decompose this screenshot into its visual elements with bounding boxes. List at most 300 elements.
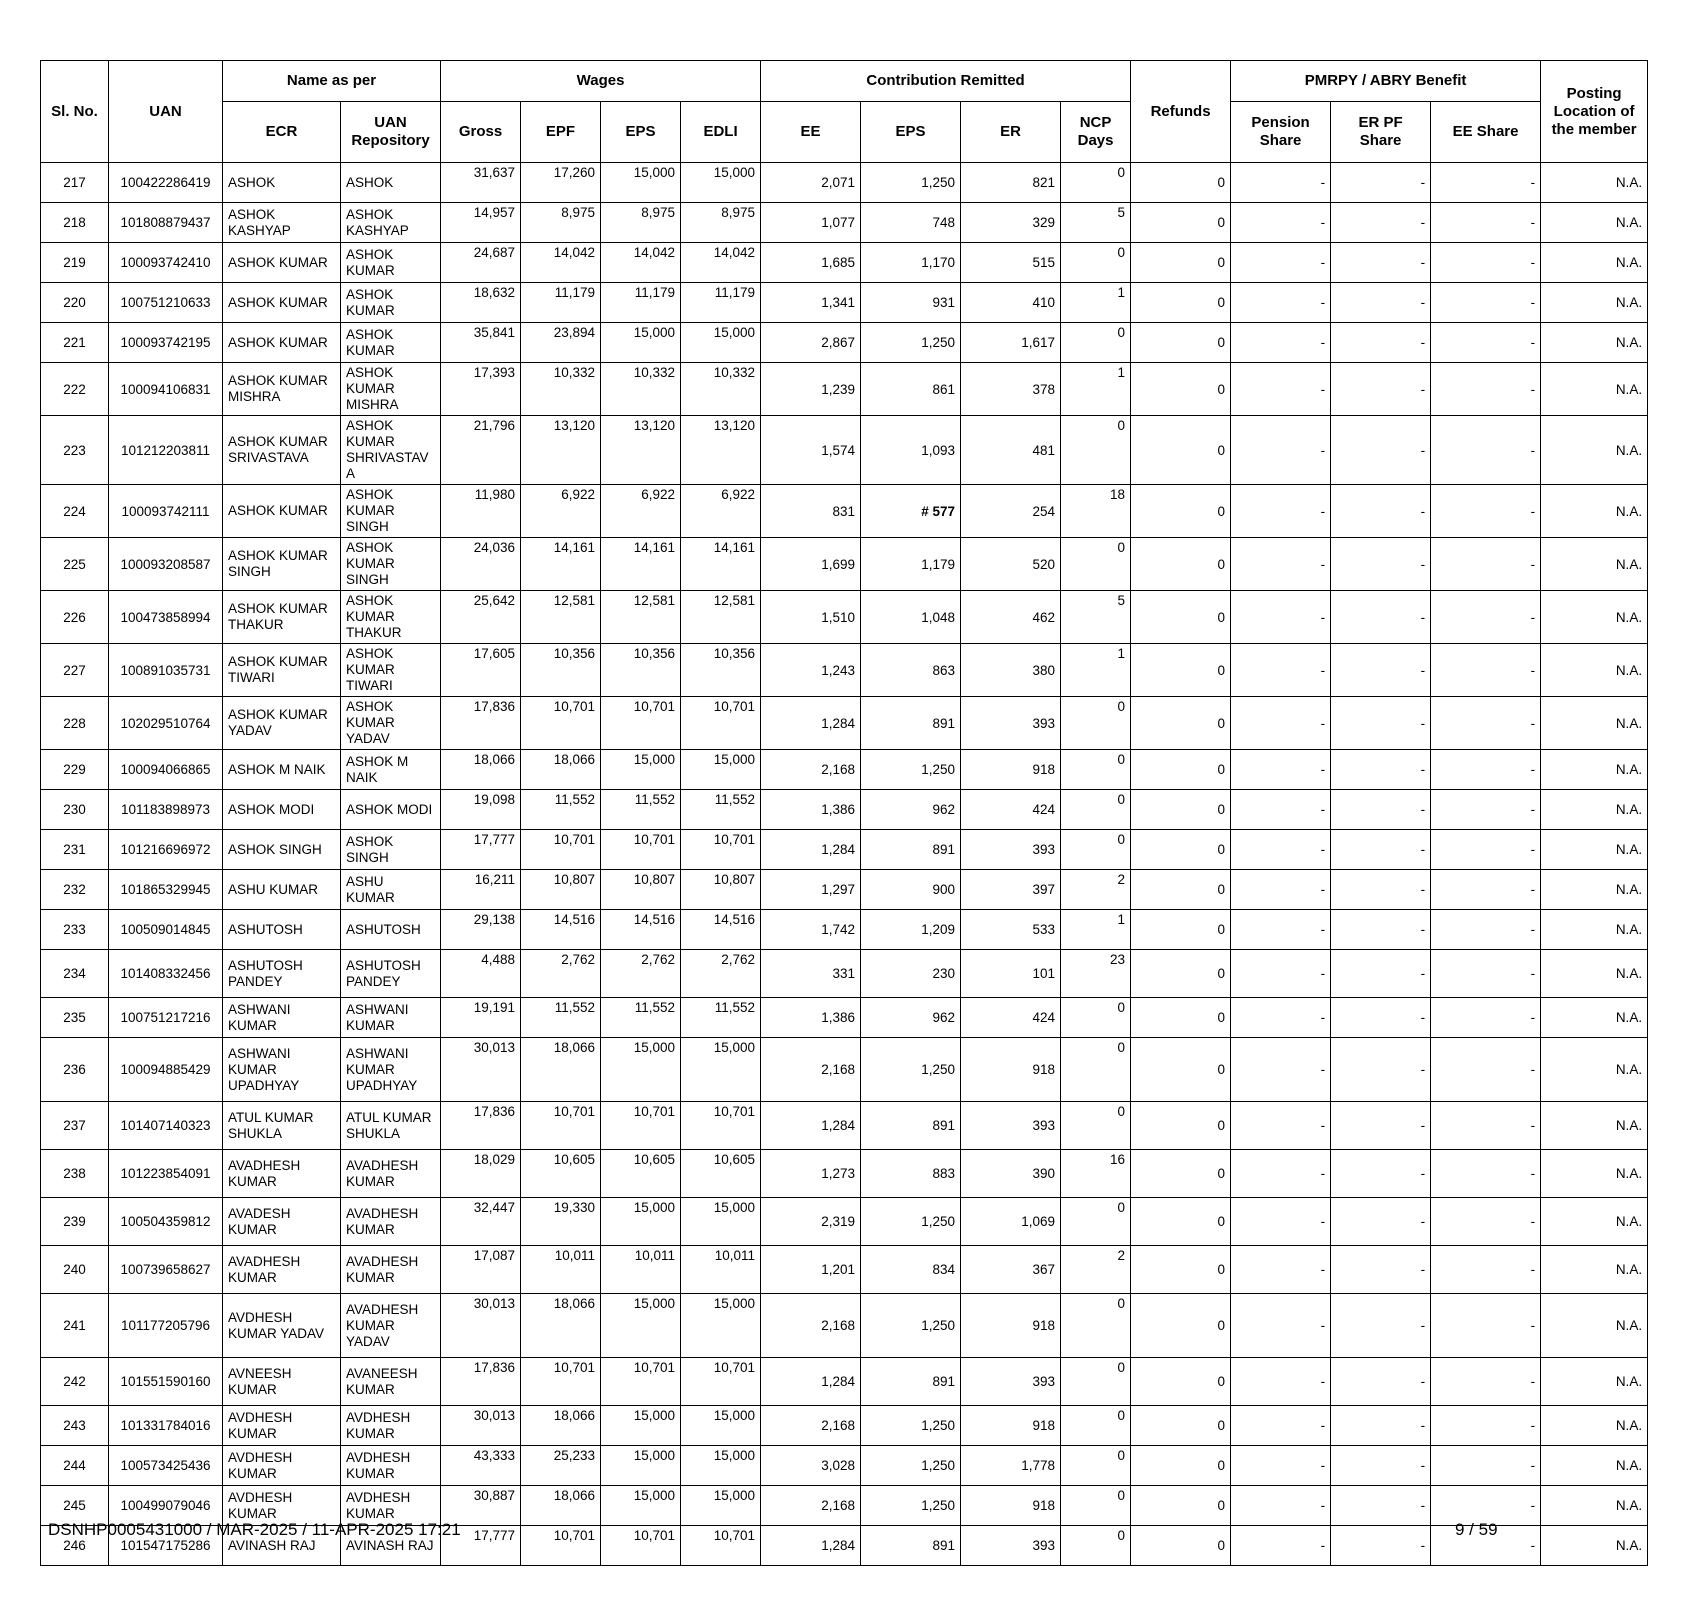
cell-pension-share: - [1231,163,1331,203]
cell-ecr-name: ASHOK KUMAR THAKUR [223,591,341,644]
table-row [41,1358,1648,1406]
cell-er: 393 [961,697,1061,750]
cell-ncp-days: 1 [1061,363,1131,416]
cell-uan: 101808879437 [109,203,223,243]
cell-ee-share: - [1431,830,1541,870]
cell-refunds: 0 [1131,538,1231,591]
cell-epf: 10,701 [521,1526,601,1566]
cell-refunds: 0 [1131,1038,1231,1102]
cell-uan-repository-name: ASHOK KUMAR TIWARI [341,644,441,697]
header-epf: EPF [521,102,601,163]
cell-er: 329 [961,203,1061,243]
cell-uan: 100751210633 [109,283,223,323]
cell-wages-eps: 10,701 [601,697,681,750]
cell-ee: 1,386 [761,998,861,1038]
cell-ecr-name: AVDHESH KUMAR [223,1446,341,1486]
cell-er: 424 [961,790,1061,830]
cell-gross: 30,013 [441,1038,521,1102]
cell-ee: 1,284 [761,830,861,870]
cell-edli: 8,975 [681,203,761,243]
cell-edli: 10,011 [681,1246,761,1294]
table-body [41,163,1648,1566]
table-row [41,485,1648,538]
cell-er-pf-share: - [1331,485,1431,538]
cell-ncp-days: 0 [1061,538,1131,591]
header-ncp-days: NCP Days [1061,102,1131,163]
cell-ncp-days: 0 [1061,163,1131,203]
cell-posting-location: N.A. [1541,1486,1648,1526]
cell-uan: 101216696972 [109,830,223,870]
cell-sl-no: 222 [41,363,109,416]
cell-epf: 6,922 [521,485,601,538]
cell-ncp-days: 2 [1061,870,1131,910]
cell-ee-share: - [1431,1246,1541,1294]
cell-refunds: 0 [1131,998,1231,1038]
cell-contribution-eps: # 577 [861,485,961,538]
table-row [41,163,1648,203]
cell-edli: 10,605 [681,1150,761,1198]
cell-refunds: 0 [1131,363,1231,416]
cell-er: 520 [961,538,1061,591]
cell-uan-repository-name: ASHUTOSH PANDEY [341,950,441,998]
cell-ee: 2,168 [761,1294,861,1358]
cell-ee-share: - [1431,1446,1541,1486]
cell-ee-share: - [1431,416,1541,485]
cell-ncp-days: 5 [1061,591,1131,644]
cell-epf: 17,260 [521,163,601,203]
header-er-pf-share: ER PF Share [1331,102,1431,163]
cell-edli: 15,000 [681,1294,761,1358]
header-ee-share: EE Share [1431,102,1541,163]
cell-er: 481 [961,416,1061,485]
cell-ecr-name: ASHOK MODI [223,790,341,830]
cell-pension-share: - [1231,1150,1331,1198]
cell-uan-repository-name: ASHOK KUMAR SINGH [341,485,441,538]
cell-ee-share: - [1431,1198,1541,1246]
cell-uan: 100739658627 [109,1246,223,1294]
cell-er-pf-share: - [1331,416,1431,485]
cell-sl-no: 221 [41,323,109,363]
header-refunds: Refunds [1131,61,1231,163]
cell-ee: 331 [761,950,861,998]
cell-contribution-eps: 1,250 [861,1486,961,1526]
cell-posting-location: N.A. [1541,363,1648,416]
table-row [41,910,1648,950]
cell-wages-eps: 15,000 [601,1406,681,1446]
cell-er: 1,778 [961,1446,1061,1486]
cell-epf: 14,516 [521,910,601,950]
table-row [41,1102,1648,1150]
cell-sl-no: 224 [41,485,109,538]
cell-er-pf-share: - [1331,1358,1431,1406]
cell-ee-share: - [1431,1406,1541,1446]
cell-epf: 18,066 [521,1038,601,1102]
cell-uan-repository-name: AVADHESH KUMAR [341,1246,441,1294]
cell-gross: 17,777 [441,1526,521,1566]
cell-ncp-days: 23 [1061,950,1131,998]
cell-ecr-name: ASHWANI KUMAR [223,998,341,1038]
cell-uan: 101408332456 [109,950,223,998]
table-row [41,1446,1648,1486]
cell-er: 533 [961,910,1061,950]
cell-ecr-name: AVADESH KUMAR [223,1198,341,1246]
cell-ee: 1,742 [761,910,861,950]
cell-ee-share: - [1431,790,1541,830]
cell-pension-share: - [1231,203,1331,243]
cell-refunds: 0 [1131,950,1231,998]
cell-sl-no: 244 [41,1446,109,1486]
cell-contribution-eps: 1,250 [861,1198,961,1246]
cell-gross: 21,796 [441,416,521,485]
cell-contribution-eps: 1,250 [861,323,961,363]
cell-ee: 1,284 [761,697,861,750]
cell-uan: 100093742195 [109,323,223,363]
cell-refunds: 0 [1131,697,1231,750]
cell-uan: 101177205796 [109,1294,223,1358]
cell-wages-eps: 14,042 [601,243,681,283]
table-row [41,1294,1648,1358]
cell-uan: 100891035731 [109,644,223,697]
cell-ee: 1,239 [761,363,861,416]
header-edli: EDLI [681,102,761,163]
cell-ncp-days: 1 [1061,283,1131,323]
cell-uan-repository-name: AVADHESH KUMAR [341,1198,441,1246]
cell-gross: 17,087 [441,1246,521,1294]
cell-sl-no: 217 [41,163,109,203]
table-row [41,283,1648,323]
cell-ee: 1,341 [761,283,861,323]
cell-posting-location: N.A. [1541,830,1648,870]
cell-uan-repository-name: ATUL KUMAR SHUKLA [341,1102,441,1150]
cell-epf: 11,552 [521,998,601,1038]
cell-contribution-eps: 1,250 [861,1406,961,1446]
cell-refunds: 0 [1131,830,1231,870]
cell-wages-eps: 14,161 [601,538,681,591]
cell-gross: 43,333 [441,1446,521,1486]
table-row [41,998,1648,1038]
cell-posting-location: N.A. [1541,950,1648,998]
cell-pension-share: - [1231,1198,1331,1246]
cell-wages-eps: 10,605 [601,1150,681,1198]
cell-sl-no: 219 [41,243,109,283]
cell-uan-repository-name: ASHOK KUMAR [341,243,441,283]
table-row [41,1406,1648,1446]
cell-ncp-days: 16 [1061,1150,1131,1198]
cell-uan-repository-name: ASHOK KUMAR MISHRA [341,363,441,416]
cell-er-pf-share: - [1331,1406,1431,1446]
cell-uan: 100573425436 [109,1446,223,1486]
cell-uan-repository-name: AVDHESH KUMAR [341,1406,441,1446]
cell-sl-no: 218 [41,203,109,243]
cell-gross: 30,887 [441,1486,521,1526]
cell-epf: 25,233 [521,1446,601,1486]
cell-refunds: 0 [1131,1198,1231,1246]
cell-gross: 17,605 [441,644,521,697]
cell-pension-share: - [1231,1038,1331,1102]
cell-sl-no: 236 [41,1038,109,1102]
cell-ecr-name: AVNEESH KUMAR [223,1358,341,1406]
cell-ee: 1,284 [761,1358,861,1406]
cell-sl-no: 228 [41,697,109,750]
cell-er: 393 [961,1358,1061,1406]
cell-ecr-name: ASHOK KUMAR SRIVASTAVA [223,416,341,485]
table-row [41,1198,1648,1246]
cell-wages-eps: 11,552 [601,790,681,830]
cell-ncp-days: 0 [1061,416,1131,485]
cell-ee-share: - [1431,591,1541,644]
cell-posting-location: N.A. [1541,1246,1648,1294]
cell-edli: 10,701 [681,1358,761,1406]
cell-sl-no: 232 [41,870,109,910]
cell-uan-repository-name: ASHWANI KUMAR [341,998,441,1038]
cell-contribution-eps: 230 [861,950,961,998]
cell-epf: 18,066 [521,1294,601,1358]
cell-gross: 17,777 [441,830,521,870]
cell-refunds: 0 [1131,910,1231,950]
cell-refunds: 0 [1131,283,1231,323]
cell-pension-share: - [1231,910,1331,950]
cell-posting-location: N.A. [1541,1406,1648,1446]
cell-ecr-name: AVADHESH KUMAR [223,1246,341,1294]
cell-gross: 19,191 [441,998,521,1038]
cell-contribution-eps: 962 [861,998,961,1038]
cell-sl-no: 225 [41,538,109,591]
cell-epf: 11,179 [521,283,601,323]
cell-ncp-days: 2 [1061,1246,1131,1294]
cell-pension-share: - [1231,750,1331,790]
cell-gross: 24,687 [441,243,521,283]
cell-ecr-name: AVINASH RAJ [223,1526,341,1566]
cell-uan-repository-name: ASHOK KUMAR [341,283,441,323]
cell-uan: 100093742111 [109,485,223,538]
cell-gross: 30,013 [441,1294,521,1358]
cell-edli: 10,701 [681,1526,761,1566]
cell-epf: 19,330 [521,1198,601,1246]
cell-refunds: 0 [1131,1246,1231,1294]
cell-contribution-eps: 891 [861,1102,961,1150]
cell-refunds: 0 [1131,1358,1231,1406]
cell-wages-eps: 15,000 [601,1038,681,1102]
cell-edli: 15,000 [681,163,761,203]
cell-wages-eps: 14,516 [601,910,681,950]
cell-ee-share: - [1431,1150,1541,1198]
cell-ee: 831 [761,485,861,538]
cell-ee-share: - [1431,1294,1541,1358]
cell-pension-share: - [1231,1246,1331,1294]
cell-er-pf-share: - [1331,950,1431,998]
cell-edli: 14,161 [681,538,761,591]
cell-uan-repository-name: AVADHESH KUMAR [341,1150,441,1198]
cell-ee-share: - [1431,485,1541,538]
cell-sl-no: 220 [41,283,109,323]
table-row [41,591,1648,644]
cell-wages-eps: 15,000 [601,1446,681,1486]
cell-edli: 10,701 [681,697,761,750]
cell-pension-share: - [1231,591,1331,644]
cell-posting-location: N.A. [1541,1446,1648,1486]
cell-er-pf-share: - [1331,363,1431,416]
cell-ee-share: - [1431,998,1541,1038]
cell-pension-share: - [1231,830,1331,870]
cell-pension-share: - [1231,538,1331,591]
cell-ee: 1,510 [761,591,861,644]
cell-gross: 11,980 [441,485,521,538]
cell-uan: 100093742410 [109,243,223,283]
cell-sl-no: 239 [41,1198,109,1246]
cell-edli: 15,000 [681,1486,761,1526]
cell-ncp-days: 0 [1061,1406,1131,1446]
cell-ncp-days: 0 [1061,1486,1131,1526]
cell-posting-location: N.A. [1541,283,1648,323]
cell-ee: 1,297 [761,870,861,910]
cell-er-pf-share: - [1331,910,1431,950]
cell-sl-no: 235 [41,998,109,1038]
cell-er: 367 [961,1246,1061,1294]
cell-uan: 100509014845 [109,910,223,950]
cell-er-pf-share: - [1331,163,1431,203]
cell-contribution-eps: 1,250 [861,163,961,203]
cell-refunds: 0 [1131,203,1231,243]
cell-contribution-eps: 1,093 [861,416,961,485]
table-row [41,1150,1648,1198]
cell-contribution-eps: 1,250 [861,1294,961,1358]
cell-epf: 10,011 [521,1246,601,1294]
header-name-as-per: Name as per [223,61,441,102]
cell-er-pf-share: - [1331,830,1431,870]
cell-edli: 10,701 [681,1102,761,1150]
cell-uan-repository-name: ASHWANI KUMAR UPADHYAY [341,1038,441,1102]
cell-posting-location: N.A. [1541,203,1648,243]
cell-ee: 1,685 [761,243,861,283]
cell-refunds: 0 [1131,485,1231,538]
cell-uan-repository-name: ASHOK MODI [341,790,441,830]
cell-refunds: 0 [1131,243,1231,283]
cell-er: 410 [961,283,1061,323]
cell-refunds: 0 [1131,1406,1231,1446]
cell-gross: 31,637 [441,163,521,203]
cell-er-pf-share: - [1331,644,1431,697]
cell-ee: 2,168 [761,1038,861,1102]
cell-uan: 100751217216 [109,998,223,1038]
cell-wages-eps: 10,701 [601,830,681,870]
cell-pension-share: - [1231,950,1331,998]
table-row [41,950,1648,998]
cell-refunds: 0 [1131,323,1231,363]
cell-edli: 15,000 [681,750,761,790]
header-gross: Gross [441,102,521,163]
cell-edli: 11,179 [681,283,761,323]
cell-posting-location: N.A. [1541,644,1648,697]
cell-uan: 101865329945 [109,870,223,910]
cell-ee-share: - [1431,538,1541,591]
cell-refunds: 0 [1131,1446,1231,1486]
cell-refunds: 0 [1131,870,1231,910]
cell-ncp-days: 0 [1061,790,1131,830]
cell-epf: 10,701 [521,697,601,750]
cell-ecr-name: AVDHESH KUMAR [223,1406,341,1446]
cell-er-pf-share: - [1331,1526,1431,1566]
header-pmrpy-abry: PMRPY / ABRY Benefit [1231,61,1541,102]
table-row [41,243,1648,283]
cell-ecr-name: ASHOK SINGH [223,830,341,870]
cell-refunds: 0 [1131,790,1231,830]
cell-sl-no: 237 [41,1102,109,1150]
cell-contribution-eps: 900 [861,870,961,910]
cell-sl-no: 229 [41,750,109,790]
cell-refunds: 0 [1131,416,1231,485]
cell-refunds: 0 [1131,163,1231,203]
cell-posting-location: N.A. [1541,1102,1648,1150]
cell-uan: 100094106831 [109,363,223,416]
cell-contribution-eps: 891 [861,697,961,750]
cell-refunds: 0 [1131,1294,1231,1358]
cell-gross: 19,098 [441,790,521,830]
cell-uan: 100422286419 [109,163,223,203]
cell-posting-location: N.A. [1541,323,1648,363]
cell-ncp-days: 0 [1061,1102,1131,1150]
cell-er: 393 [961,830,1061,870]
cell-contribution-eps: 861 [861,363,961,416]
cell-edli: 12,581 [681,591,761,644]
cell-edli: 14,042 [681,243,761,283]
cell-ncp-days: 1 [1061,910,1131,950]
cell-pension-share: - [1231,363,1331,416]
cell-uan: 101331784016 [109,1406,223,1446]
cell-refunds: 0 [1131,1150,1231,1198]
cell-refunds: 0 [1131,591,1231,644]
cell-uan-repository-name: ASHOK KUMAR THAKUR [341,591,441,644]
cell-er-pf-share: - [1331,283,1431,323]
cell-epf: 23,894 [521,323,601,363]
header-uan-repository: UAN Repository [341,102,441,163]
cell-uan-repository-name: ASHUTOSH [341,910,441,950]
cell-edli: 10,701 [681,830,761,870]
cell-pension-share: - [1231,1358,1331,1406]
cell-gross: 17,836 [441,1358,521,1406]
cell-ee-share: - [1431,750,1541,790]
cell-uan-repository-name: ASHOK KUMAR SHRIVASTAV A [341,416,441,485]
cell-gross: 25,642 [441,591,521,644]
cell-edli: 11,552 [681,998,761,1038]
cell-uan-repository-name: AVDHESH KUMAR [341,1486,441,1526]
cell-ecr-name: AVDHESH KUMAR [223,1486,341,1526]
cell-contribution-eps: 1,170 [861,243,961,283]
table-row [41,697,1648,750]
table-row [41,416,1648,485]
cell-wages-eps: 15,000 [601,750,681,790]
cell-ee-share: - [1431,243,1541,283]
cell-sl-no: 241 [41,1294,109,1358]
cell-ecr-name: ASHOK KASHYAP [223,203,341,243]
cell-contribution-eps: 1,048 [861,591,961,644]
cell-uan-repository-name: ASHU KUMAR [341,870,441,910]
cell-ecr-name: ASHOK KUMAR TIWARI [223,644,341,697]
cell-contribution-eps: 883 [861,1150,961,1198]
cell-posting-location: N.A. [1541,1038,1648,1102]
cell-posting-location: N.A. [1541,1150,1648,1198]
cell-epf: 10,701 [521,1358,601,1406]
cell-ee-share: - [1431,163,1541,203]
cell-ee-share: - [1431,1038,1541,1102]
cell-uan-repository-name: ASHOK [341,163,441,203]
cell-uan-repository-name: ASHOK KUMAR SINGH [341,538,441,591]
cell-edli: 10,356 [681,644,761,697]
cell-ee: 1,273 [761,1150,861,1198]
cell-pension-share: - [1231,697,1331,750]
cell-epf: 10,605 [521,1150,601,1198]
cell-epf: 10,807 [521,870,601,910]
cell-sl-no: 240 [41,1246,109,1294]
